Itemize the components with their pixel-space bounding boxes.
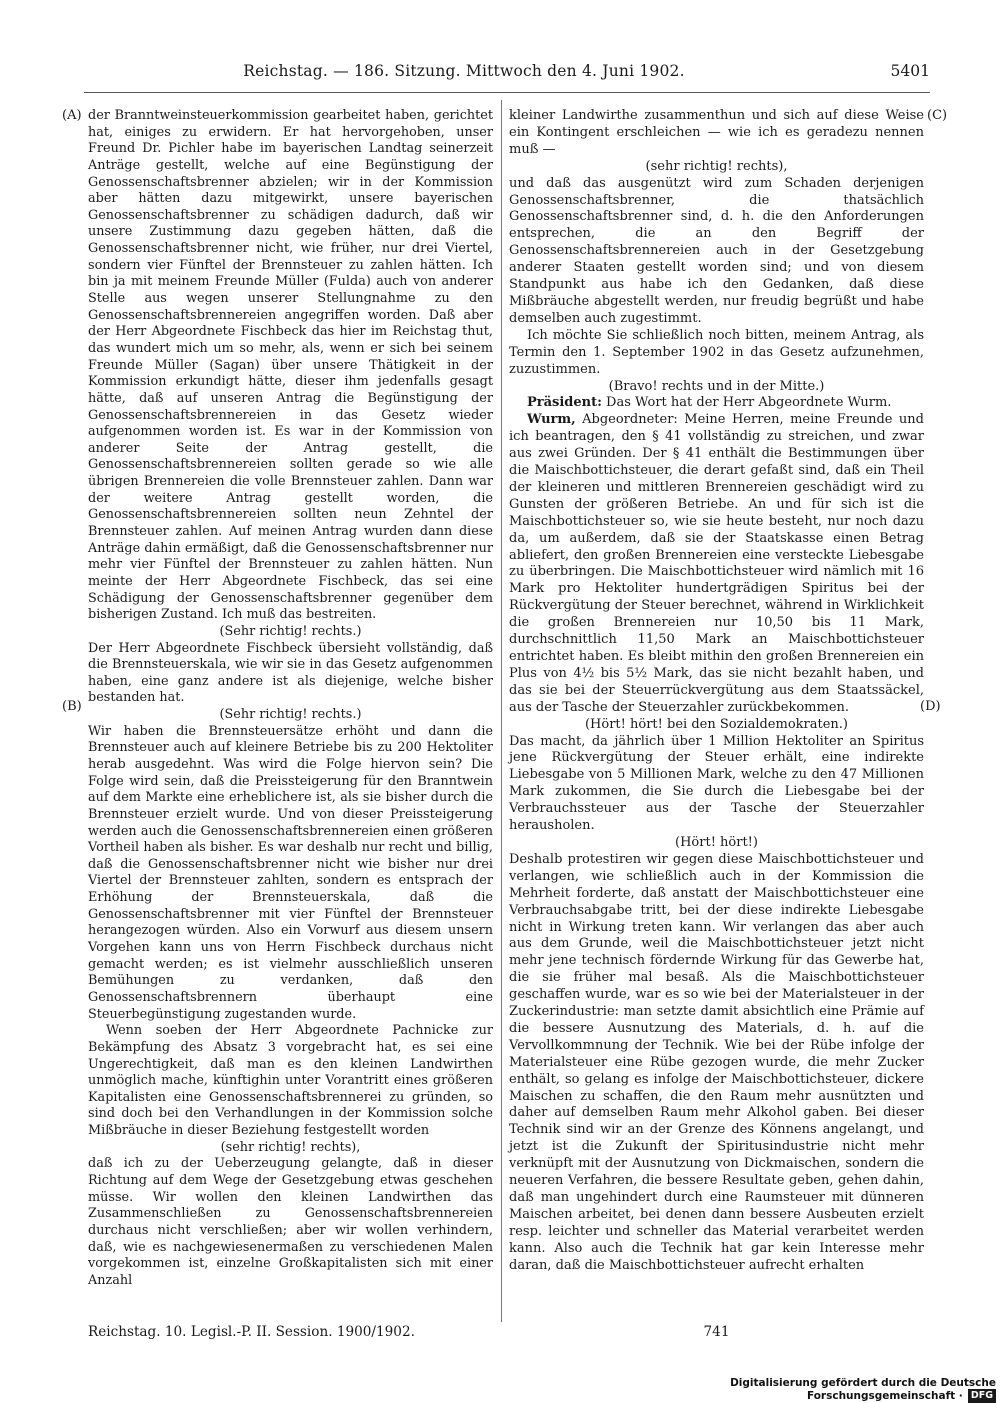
speaker-paragraph <box>509 412 924 716</box>
page-header <box>78 62 930 88</box>
funding-banner <box>600 1377 996 1402</box>
interjection: (Hört! hört! bei den Sozialdemokraten.) <box>584 716 848 732</box>
dfg-logo: DFG <box>968 1389 996 1403</box>
margin-marker-a: (A) <box>62 108 82 123</box>
speaker-text: Das Wort hat der Herr Abgeordnete Wurm. <box>601 395 892 411</box>
paragraph: Wenn soeben der Herr Abgeordnete Pachnicke zur Bekämpfung des Absatz 3 vorgebracht hat, es sei eine Ungerechtigkeit, daß man es den kleinen Landwirthen unmöglich mache, künftighin unter Vorantritt eines größeren Kapitalisten eine Genossenschaftsbrennerei zu gründen, so sind doch bei den Verhandlungen in der Kommission solche Mißbräuche in dieser Beziehung festgestellt worden <box>88 1023 493 1139</box>
left-column <box>88 108 493 1289</box>
paragraph: kleiner Landwirthe zusammenthun und sich auf diese Weise ein Kontingent erschleichen — wie ich es geradezu nennen muß — <box>509 108 924 157</box>
paragraph: Wir haben die Brennsteuersätze erhöht und dann die Brennsteuer auch auf kleinere Betriebe bis zu 200 Hektoliter herab ausgedehnt. Was wird die Folge hiervon sein? Die Folge wird sein, daß die Preissteigerung für den Branntwein auf dem Markte eine erheblichere ist, als sie bisher durch die Brennsteuer erzielt wurde. Und von dieser Preissteigerung werden auch die Genossenschaftsbrennereien einen größeren Vortheil haben als bisher. Es war deshalb nur recht und billig, daß die Genossenschaftsbrenner nicht wie bisher nur drei Viertel der Brennsteuer zahlten, sondern es entsprach der Erhöhung der Brennsteuerskala, daß die Genossenschaftsbrenner mit vier Fünftel der Brennsteuer herangezogen würden. Also ein Vorwurf aus diesem unsern Vorgehen kann uns von Herrn Fischbeck durchaus nicht gemacht werden; es ist vielmehr ausschließlich unseren Bemühungen zu verdanken, daß den Genossenschaftsbrennern überhaupt eine Steuerbegünstigung zugestanden wurde. <box>88 723 493 1022</box>
interjection: (Bravo! rechts und in der Mitte.) <box>608 378 825 394</box>
margin-marker-b: (B) <box>62 699 82 714</box>
right-column <box>509 108 924 1275</box>
interjection: (Sehr richtig! rechts.) <box>219 707 362 723</box>
paragraph: Das macht, da jährlich über 1 Million Hektoliter an Spiritus jene Rückvergütung der Steuer erhält, eine indirekte Liebesgabe von 5 Millionen Mark, welche zu den 47 Millionen Mark zukommen, die Sie durch die Liebesgabe bei der Verbrauchssteuer aus der Tasche der Steuerzahler herausholen. <box>509 733 924 834</box>
paragraph: Der Herr Abgeordnete Fischbeck übersieht vollständig, daß die Brennsteuerskala, wie wir sie in das Gesetz aufgenommen haben, eine ganz andere ist als diejenige, welche bisher bestanden hat. <box>88 640 493 706</box>
funding-banner-text: Digitalisierung gefördert durch die Deutsche Forschungsgemeinschaft · <box>730 1377 996 1402</box>
interjection: (Sehr richtig! rechts.) <box>219 623 362 639</box>
running-head: Reichstag. — 186. Sitzung. Mittwoch den 4. Juni 1902. <box>243 62 685 80</box>
speaker-text: Abgeordneter: Meine Herren, meine Freunde und ich beantragen, den § 41 vollständig zu streichen, und zwar aus zwei Gründen. Der § 41 enthält die Bestimmungen über die Maischbottichsteuer, die derart gefaßt sind, daß ein Theil der kleineren und mittleren Brennereien geschädigt wird zu Gunsten der größeren Betriebe. An und für sich ist die Maischbottichsteuer so, wie sie heute besteht, nur noch dazu da, um außerdem, daß sie der Staatskasse einen Betrag abliefert, den großen Brennereien eine versteckte Liebesgabe zu überbringen. Die Maischbottichsteuer wird nämlich mit 16 Mark pro Hektoliter hundertgrädigen Spiritus bei der Rückvergütung der Steuer berechnet, während in Wirklichkeit die großen Brennereien nur 10,50 bis 11 Mark, durchschnittlich 11,50 Mark an Maischbottichsteuer entrichtet haben. Es bleibt mithin den großen Brennereien ein Plus von 4½ bis 5½ Mark, das sie nicht bezahlt haben, und das sie bei der Steuerrückvergütung aus dem Staatssäckel, aus der Tasche der Steuerzahler zurückbekommen. <box>509 412 924 715</box>
footer-session-info: Reichstag. 10. Legisl.-P. II. Session. 1900/1902. <box>88 1324 415 1340</box>
interjection: (Hört! hört!) <box>675 834 758 850</box>
speaker-name: Präsident: <box>527 395 602 411</box>
paragraph: daß ich zu der Ueberzeugung gelangte, daß in dieser Richtung auf dem Wege der Gesetzgebung etwas geschehen müsse. Wir wollen den kleinen Landwirthen das Zusammenschließen zu Genossenschaftsbrennereien durchaus nicht verschließen; aber wir wollen verhindern, daß, wie es nachgewiesenermaßen zu verschiedenen Malen vorgekommen ist, einzelne Großkapitalisten sich mit einer Anzahl <box>88 1156 493 1288</box>
interjection: (sehr richtig! rechts), <box>645 158 788 174</box>
margin-marker-d: (D) <box>920 699 941 714</box>
column-divider <box>501 100 502 1322</box>
interjection: (sehr richtig! rechts), <box>220 1139 361 1155</box>
speaker-paragraph <box>509 395 924 412</box>
paragraph: Deshalb protestiren wir gegen diese Maischbottichsteuer und verlangen, wie schließlich auch in der Kommission die Mehrheit forderte, daß anstatt der Maischbottichsteuer eine Verbrauchsabgabe tritt, bei der diese indirekte Liebesgabe nicht in Wirkung treten kann. Wir verlangen das aber auch aus dem Grunde, weil die Maischbottichsteuer jetzt nicht mehr jene technisch fördernde Wirkung für das Gewerbe hat, die sie früher mal besaß. Als die Maischbottichsteuer geschaffen wurde, war es so wie bei der Materialsteuer in der Zuckerindustrie: man setzte damit absichtlich eine Prämie auf die bessere Ausnutzung des Materials, d. h. auf die Vervollkommnung der Technik. Wie bei der Rübe infolge der Materialsteuer eine Rübe gezogen wurde, die mehr Zucker enthält, so gelang es infolge der Maischbottichsteuer, dickere Maischen zu schaffen, die den Raum mehr ausnützten und daher auf demselben Raum mehr Alkohol gaben. Bei dieser Technik sind wir an der Grenze des Könnens angelangt, und jetzt ist die Zukunft der Spiritusindustrie nicht mehr verknüpft mit der Ausnutzung von Dickmaischen, sondern die neueren Verfahren, die bessere Resultate geben, gehen dahin, daß man ungehindert durch eine Raumsteuer mit dünneren Maischen arbeitet, bei denen dann bessere Ausbeuten erzielt resp. leichter und schneller das Material verarbeitet werden kann. Also auch die Technik hat gar kein Interesse mehr daran, daß die Maischbottichsteuer aufrecht erhalten <box>509 851 924 1273</box>
page-number: 5401 <box>890 62 930 80</box>
footer-sheet-number: 741 <box>703 1324 730 1340</box>
margin-marker-c: (C) <box>927 108 948 123</box>
speaker-name: Wurm, <box>527 412 576 428</box>
paragraph: Ich möchte Sie schließlich noch bitten, meinem Antrag, als Termin den 1. September 1902 in das Gesetz aufzunehmen, zuzustimmen. <box>509 327 924 377</box>
paragraph: der Branntweinsteuerkommission gearbeitet haben, gerichtet hat, einiges zu erwidern. Er hat hervorgehoben, unser Freund Dr. Pichler habe im bayerischen Landtag seinerzeit Anträge gestellt, welche auf eine Begünstigung der Genossenschaftsbrenner abzielen; wir in der Kommission aber hätten dazu mitgewirkt, unsere bayerischen Genossenschaftsbrenner zu schädigen dadurch, daß wir unsere Zustimmung dazu gegeben hätten, daß die Genossenschaftsbrenner nicht, wie früher, nur drei Viertel, sondern vier Fünftel der Brennsteuer zu zahlen hätten. Ich bin ja mit meinem Freunde Müller (Fulda) auch von anderer Stelle aus wegen unserer Stellungnahme zu den Genossenschaftsbrennereien angegriffen worden. Daß aber der Herr Abgeordnete Fischbeck das hier im Reichstag thut, das wundert mich um so mehr, als, wenn er sich bei seinem Freunde Müller (Sagan) über unsere Thätigkeit in der Kommission erkundigt hätte, dieser ihm jedenfalls gesagt hätte, daß auf unseren Antrag die Begünstigung der Genossenschaftsbrennereien in das Gesetz wieder aufgenommen worden ist. Es war in der Kommission von anderer Seite der Antrag gestellt, die Genossenschaftsbrennereien sollten gerade so wie alle übrigen Brennereien die volle Brennsteuer zahlen. Dann war der weitere Antrag gestellt worden, die Genossenschaftsbrennereien sollten neun Zehntel der Brennsteuer zahlen. Auf meinen Antrag wurden dann diese Anträge dahin ermäßigt, daß die Genossenschaftsbrenner nur mehr vier Fünftel der Brennsteuer zu zahlen hätten. Nun meinte der Herr Abgeordnete Fischbeck, das sei eine Schädigung der Genossenschaftsbrenner gegenüber dem bisherigen Zustand. Ich muß das bestreiten. <box>88 108 493 623</box>
header-rule <box>84 92 930 93</box>
paragraph: und daß das ausgenützt wird zum Schaden derjenigen Genossenschaftsbrenner, die thatsächlich Genossenschaftsbrenner sind, d. h. die den Anforderungen entsprechen, die an den Begriff der Genossenschaftsbrennereien auch in der Gesetzgebung anderer Staaten gestellt worden sind; und von diesem Standpunkt aus habe ich den Gedanken, daß diese Mißbräuche abgestellt werden, nur freudig begrüßt und habe demselben auch zugestimmt. <box>509 175 924 326</box>
